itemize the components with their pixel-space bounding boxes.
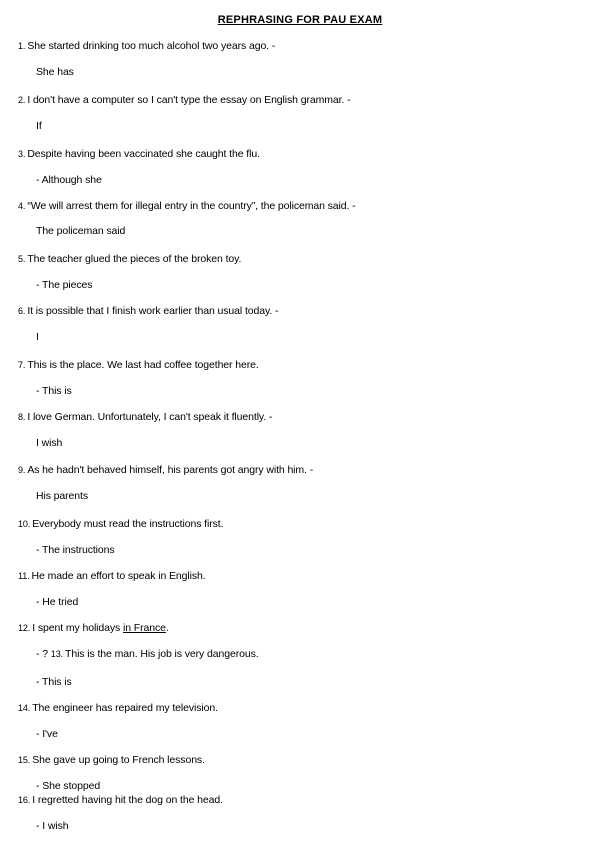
question-8 <box>18 411 272 423</box>
question-text: Despite having been vaccinated she caught the flu. <box>27 148 260 160</box>
question-number: 11. <box>18 571 30 581</box>
question-text: As he hadn't behaved himself, his parents got angry with him. - <box>27 464 314 476</box>
answer-4: The policeman said <box>36 225 126 237</box>
question-number: 1. <box>18 41 26 51</box>
question-10 <box>18 518 223 530</box>
answer-13: - This is <box>36 676 72 688</box>
question-number: 10. <box>18 519 31 529</box>
question-11 <box>18 570 206 582</box>
question-number: 8. <box>18 412 26 422</box>
question-text: She started drinking too much alcohol two years ago. - <box>27 40 276 52</box>
answer-6: I <box>36 331 39 343</box>
question-number: 3. <box>18 149 26 159</box>
question-1 <box>18 40 275 52</box>
question-text: He made an effort to speak in English. <box>31 570 206 582</box>
answer-10: - The instructions <box>36 544 115 556</box>
question-2 <box>18 94 350 106</box>
question-7 <box>18 359 259 371</box>
question-16 <box>18 794 223 806</box>
question-number: 2. <box>18 95 26 105</box>
answer-7: - This is <box>36 385 72 397</box>
answer-1: She has <box>36 66 74 78</box>
answer-8: I wish <box>36 437 63 449</box>
answer-14: - I've <box>36 728 58 740</box>
question-text: I don't have a computer so I can't type the essay on English grammar. - <box>27 94 351 106</box>
question-number: 6. <box>18 306 26 316</box>
question-text: I spent my holidays <box>32 622 124 634</box>
answer-9: His parents <box>36 490 89 502</box>
page-title: REPHRASING FOR PAU EXAM <box>217 14 383 26</box>
answer-3: - Although she <box>36 174 102 186</box>
question-5 <box>18 253 241 265</box>
question-number: 14. <box>18 703 31 713</box>
question-number: 9. <box>18 465 26 475</box>
answer-16: - I wish <box>36 820 69 832</box>
question-text: She gave up going to French lessons. <box>32 754 205 766</box>
question-4 <box>18 200 356 212</box>
question-text: The engineer has repaired my television. <box>32 702 218 714</box>
underlined-phrase: in France <box>123 622 166 634</box>
answer-12 <box>36 648 259 660</box>
answer-2: If <box>36 120 42 132</box>
question-text-end: . <box>165 622 169 634</box>
question-number: 15. <box>18 755 31 765</box>
question-3 <box>18 148 260 160</box>
question-text: I love German. Unfortunately, I can't speak it fluently. - <box>27 411 273 423</box>
question-number: 4. <box>18 201 26 211</box>
question-6 <box>18 305 278 317</box>
answer-15: - She stopped <box>36 780 101 792</box>
question-number: 16. <box>18 795 31 805</box>
question-9 <box>18 464 313 476</box>
question-12 <box>18 622 169 634</box>
question-text: Everybody must read the instructions first. <box>32 518 224 530</box>
question-text: “We will arrest them for illegal entry in the country”, the policeman said. - <box>27 200 356 212</box>
question-number: 12. <box>18 623 31 633</box>
answer-text: - ? <box>36 648 48 660</box>
question-15 <box>18 754 205 766</box>
question-text: This is the place. We last had coffee together here. <box>27 359 259 371</box>
question-14 <box>18 702 218 714</box>
question-text: I regretted having hit the dog on the head. <box>32 794 223 806</box>
question-number-13: 13. <box>50 649 64 659</box>
question-text: The teacher glued the pieces of the broken toy. <box>27 253 242 265</box>
answer-11: - He tried <box>36 596 79 608</box>
question-number: 5. <box>18 254 26 264</box>
answer-5: - The pieces <box>36 279 93 291</box>
question-text-13: This is the man. His job is very dangerous. <box>65 648 259 660</box>
question-number: 7. <box>18 360 26 370</box>
question-text: It is possible that I finish work earlier than usual today. - <box>27 305 279 317</box>
